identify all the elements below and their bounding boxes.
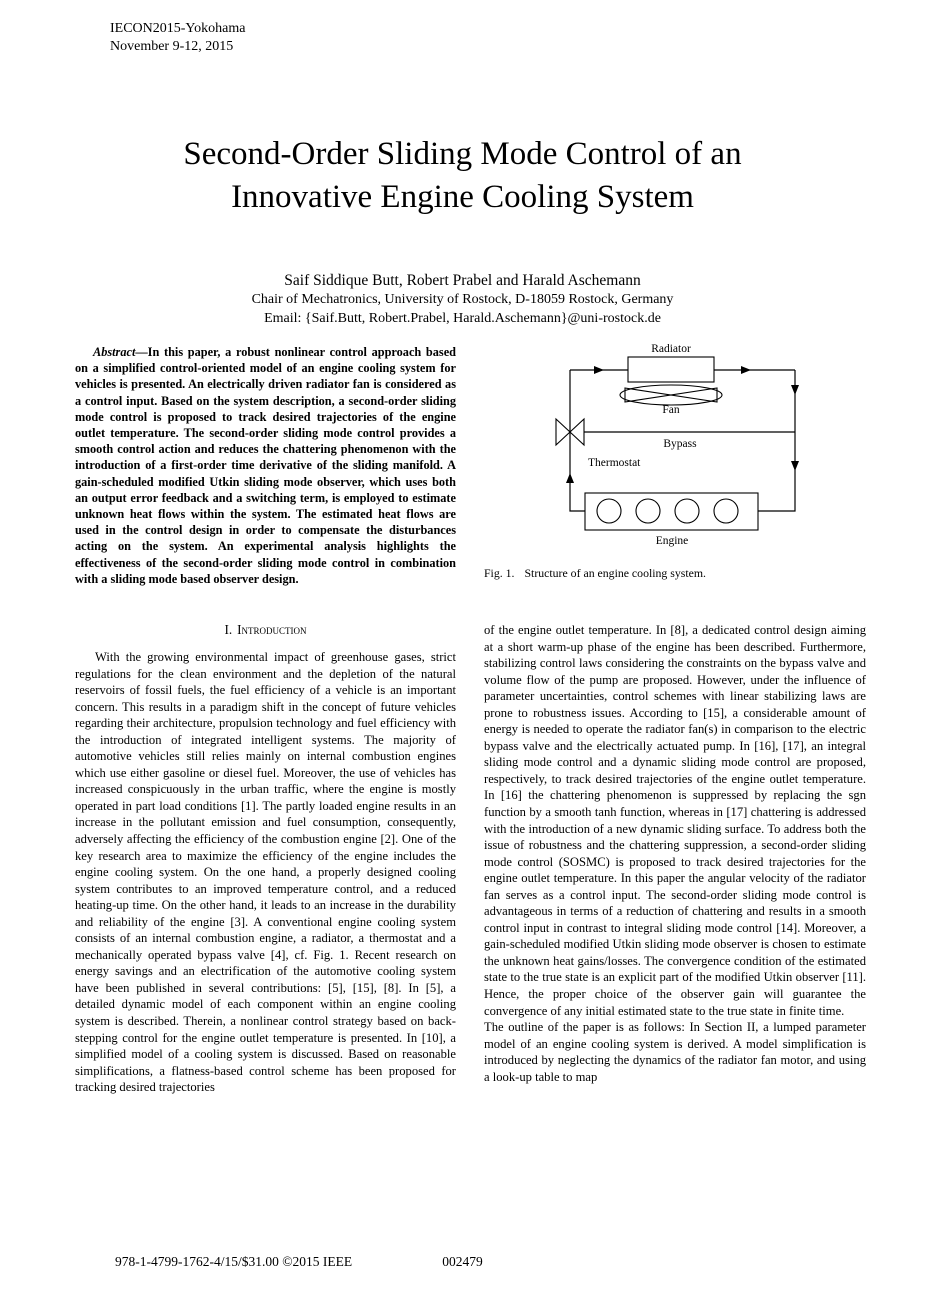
figure-caption-text: Structure of an engine cooling system. bbox=[524, 566, 706, 580]
right-column-paragraph-1: of the engine outlet temperature. In [8], a dedicated control design aiming at a short warm-up phase of the engine has been described. Furthermore, stabilizing control laws considering the constraints on the bypass valve and volume flow of the pump are proposed. However, under the influence of parameter uncertainties, control schemes with linear stabilizing laws are prone to robustness issues. According to [15], a considerable amount of energy is needed to operate the radiator fan(s) in comparison to the electric bypass valve and the electrically actuated pump. In [16], [17], an integral sliding mode control and a dynamic sliding mode control are proposed, respectively, to track desired trajectories of the engine outlet temperature. In [16] the chattering phenomenon is suppressed by replacing the sgn function by a smooth tanh function, whereas in [17] chattering is addressed with the introduction of a new dynamic sliding surface. To address both the issue of robustness and the chattering suppression, a second-order sliding mode control (SOSMC) is proposed to track desired trajectories for the engine outlet temperature. In this paper the angular velocity of the radiator fan serves as a control input. The second-order sliding mode control is advantageous in terms of a reduction of chattering and results in a smooth control input in contrast to integral sliding mode control [14]. Moreover, a gain-scheduled modified Utkin sliding mode observer is chosen to estimate the unknown heat gains/losses. The convergence condition of the estimated state to the true state is an explicit part of the modified Utkin observer [11]. Hence, the proper choice of the observer gain will guarantee the convergence of any initial estimated state to the true state in finite time. bbox=[484, 623, 866, 1018]
figure-caption-tag: Fig. 1. bbox=[484, 566, 515, 580]
engine-box bbox=[585, 493, 758, 530]
abstract-label: Abstract bbox=[93, 345, 136, 359]
flow-arrow-down-icon bbox=[791, 385, 799, 395]
figure-1-caption bbox=[484, 566, 866, 581]
email-line: Email: {Saif.Butt, Robert.Prabel, Harald.Aschemann}@uni-rostock.de bbox=[264, 311, 661, 326]
left-pipe-line bbox=[570, 370, 585, 511]
paper-title bbox=[0, 133, 925, 219]
figure-1 bbox=[484, 336, 866, 560]
flow-arrow-down-icon bbox=[791, 461, 799, 471]
flow-arrow-right-icon bbox=[741, 366, 751, 374]
abstract-text: —In this paper, a robust nonlinear control approach based on a simplified control-oriented model of an engine cooling system for vehicles is presented. An electrically driven radiator fan is considered as a control input. Based on the system description, a second-order sliding mode control is proposed to track desired trajectories of the engine outlet temperature. The second-order sliding mode control provides a smooth control action and reduces the chattering phenomenon with the introduction of a first-order time derivative of the sliding manifold. A gain-scheduled modified Utkin sliding mode observer, which uses both an output error feedback and a switching term, is employed to estimate unknown heat flows within the system. The estimated heat flows are used in the control design in order to compensate the disturbances acting on the system. An experimental analysis highlights the effectiveness of the second-order sliding mode control in combination with a sliding mode based observer design. bbox=[75, 345, 456, 586]
page-header bbox=[110, 20, 245, 56]
radiator-label: Radiator bbox=[651, 343, 691, 355]
abstract-paragraph bbox=[75, 344, 456, 587]
bypass-label: Bypass bbox=[663, 438, 697, 450]
radiator-box bbox=[628, 357, 714, 382]
conference-dates: November 9-12, 2015 bbox=[110, 39, 234, 54]
abstract-section bbox=[75, 344, 456, 587]
right-pipe-line bbox=[758, 370, 795, 511]
flow-arrow-up-icon bbox=[566, 473, 574, 483]
engine-cooling-diagram bbox=[484, 336, 866, 560]
affiliation-line: Chair of Mechatronics, University of Rostock, D-18059 Rostock, Germany bbox=[251, 292, 674, 307]
introduction-section bbox=[75, 622, 456, 1096]
right-column-paragraph-2: The outline of the paper is as follows: In Section II, a lumped parameter model of an engine cooling system is derived. A model simplification is introduced by neglecting the dynamics of the radiator fan motor, and using a look-up table to map bbox=[484, 1020, 866, 1084]
conference-name: IECON2015-Yokohama bbox=[110, 21, 246, 36]
paper-title-line2: Innovative Engine Cooling System bbox=[231, 179, 694, 215]
section-heading-introduction bbox=[75, 622, 456, 638]
right-column-text bbox=[484, 622, 866, 1085]
authors-line: Saif Siddique Butt, Robert Prabel and Harald Aschemann bbox=[284, 272, 641, 289]
flow-arrow-right-icon bbox=[594, 366, 604, 374]
engine-label: Engine bbox=[655, 535, 689, 547]
introduction-paragraph: With the growing environmental impact of greenhouse gases, strict regulations for the clean environment and the depletion of the natural reservoirs of fossil fuels, the fuel efficiency of a vehicle is an important concern. This results in a paradigm shift in the concept of future vehicles regarding their architecture, propulsion technology and fuel efficiency with the introduction of integrated intelligent systems. The majority of automotive vehicles still relies mainly on internal combustion engines which use either gasoline or diesel fuel. Moreover, the use of vehicles has increased conspicuously in the urban traffic, where the engine is mostly operated in part load conditions [1]. The partly loaded engine results in an increase in the pollutant emission and fuel consumption, consequently, adversely affecting the efficiency of the combustion engine [2]. One of the key research area to maximize the efficiency of the engine includes the engine cooling system. On the one hand, a properly designed cooling system contributes to an improved temperature control, and a reduced heating-up time. On the other hand, it leads to an increase in the durability and reliability of the engine [3]. A conventional engine cooling system consists of an internal combustion engine, a radiator, a thermostat and a mechanically operated bypass valve [4], cf. Fig. 1. Recent research on energy savings and an electrification of the automotive cooling system have been published in several contributions: [5], [15], [8]. In [5], a detailed dynamic model of each component within an engine cooling system is described. Therein, a nonlinear control strategy based on back-stepping control for the engine outlet temperature is presented. In [10], a simplified model of a cooling system is discussed. Based on reasonable simplifications, a flatness-based control scheme has been proposed for tracking desired trajectories bbox=[75, 650, 456, 1095]
paper-title-line1: Second-Order Sliding Mode Control of an bbox=[183, 136, 742, 172]
fan-label: Fan bbox=[662, 404, 680, 416]
section-number: I. bbox=[224, 622, 233, 637]
footer-copyright: 978-1-4799-1762-4/15/$31.00 ©2015 IEEE bbox=[115, 1254, 353, 1269]
thermostat-label: Thermostat bbox=[588, 457, 641, 469]
footer-page-number: 002479 bbox=[442, 1254, 483, 1269]
section-title: Introduction bbox=[237, 622, 307, 637]
